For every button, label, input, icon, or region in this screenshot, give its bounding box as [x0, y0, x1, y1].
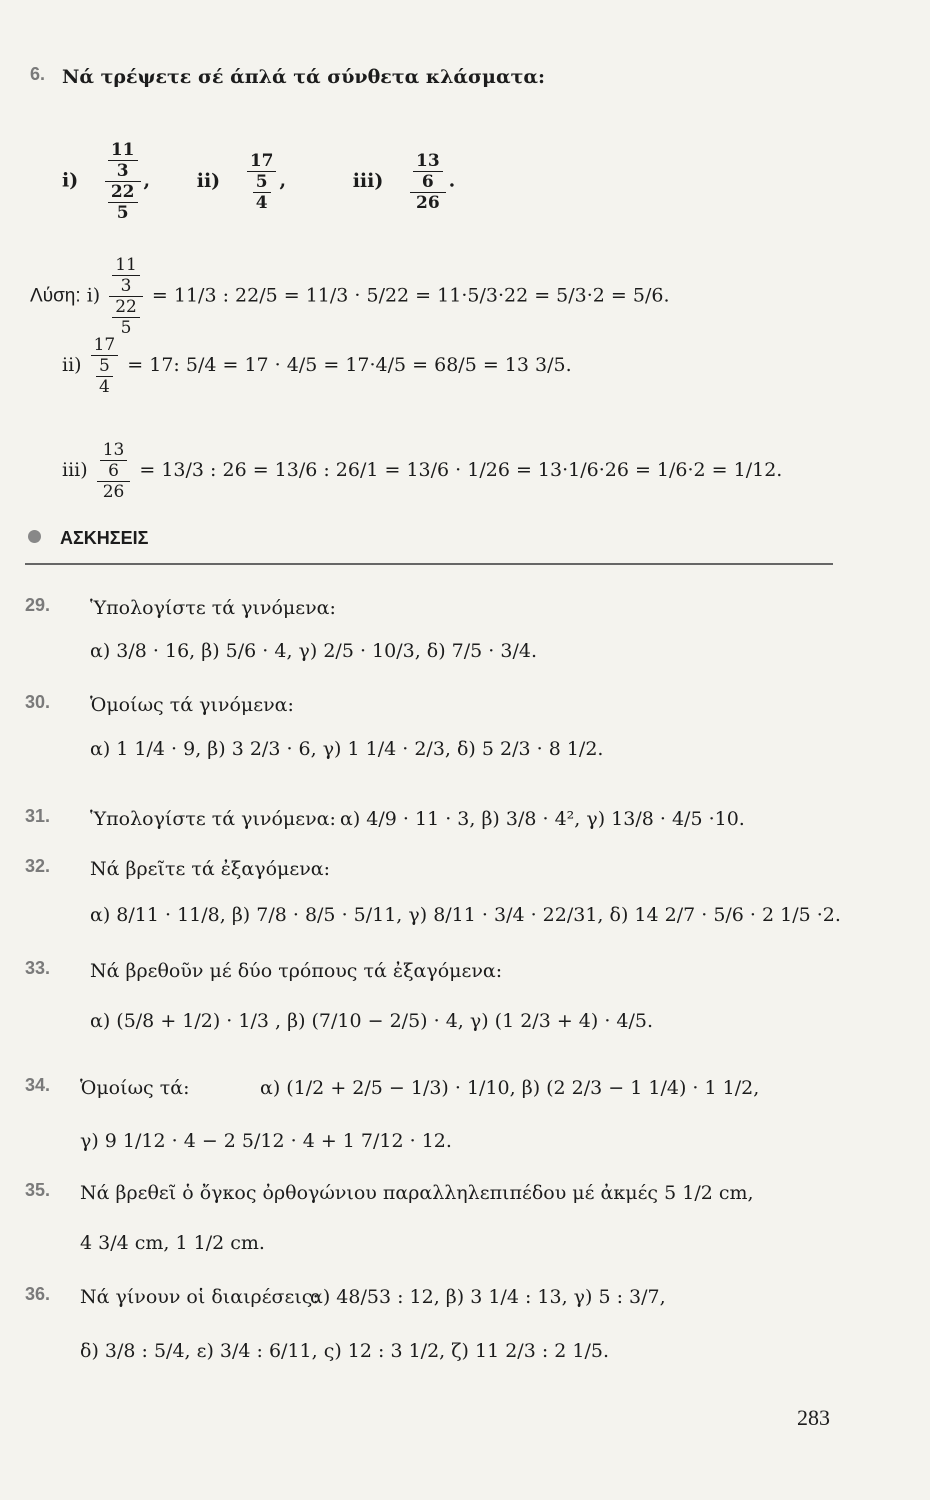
exercise-line: α) 8/11 · 11/8, β) 7/8 · 8/5 · 5/11, γ) 8/11 · 3/4 · 22/31, δ) 14 2/7 · 5/6 · 2 1/5 ·2.	[90, 904, 841, 926]
problem-row: i) $\frac{\frac{11}{3}}{\frac{22}{5}}$ , ii) $\frac{17}{\frac{5}{4}}$ , iii) $\frac{\frac{13}{6}}{26}$ .	[62, 140, 456, 223]
solution-i: Λύση: i) $\frac{\frac{11}{3}}{\frac{22}{5}}$ = 11/3 : 22/5 = 11/3 · 5/22 = 11·5/3·22 = 5/3·2 = 5/6.	[30, 255, 670, 338]
exercise-text: Ὑπολογίστε τά γινόμενα:	[90, 597, 336, 619]
page-number: 283	[797, 1405, 830, 1430]
exercise-line: α) (5/8 + 1/2) · 1/3 , β) (7/10 − 2/5) · 4, γ) (1 2/3 + 4) · 4/5.	[90, 1010, 654, 1032]
exercise-number: 31.	[25, 806, 51, 826]
complex-fraction: $\frac{\frac{13}{6}}{26}$	[410, 151, 446, 213]
exercise-line: α) 48/53 : 12, β) 3 1/4 : 13, γ) 5 : 3/7,	[310, 1286, 666, 1308]
exercise-number: 32.	[25, 856, 51, 876]
bullet-icon	[28, 530, 41, 543]
exercise-line: γ) 9 1/12 · 4 − 2 5/12 · 4 + 1 7/12 · 12.	[80, 1130, 452, 1152]
exercise-text: Νά βρεῖτε τά ἐξαγόμενα:	[90, 858, 330, 880]
complex-fraction: $\frac{\frac{11}{3}}{\frac{22}{5}}$	[105, 140, 141, 223]
exercise-text: Ὁμοίως τά γινόμενα:	[90, 694, 294, 716]
exercise-line: α) 4/9 · 11 · 3, β) 3/8 · 4², γ) 13/8 · 4/5 ·10.	[340, 808, 745, 830]
solution-text: = 17: 5/4 = 17 · 4/5 = 17·4/5 = 68/5 = 13 3/5.	[127, 354, 572, 376]
exercise-number: 34.	[25, 1075, 51, 1095]
exercise-line: α) 1 1/4 · 9, β) 3 2/3 · 6, γ) 1 1/4 · 2/3, δ) 5 2/3 · 8 1/2.	[90, 738, 604, 760]
exercise-text: Νά βρεθοῦν μέ δύο τρόπους τά ἐξαγόμενα:	[90, 960, 503, 982]
exercise-line: α) 3/8 · 16, β) 5/6 · 4, γ) 2/5 · 10/3, δ) 7/5 · 3/4.	[90, 640, 537, 662]
solution-text: = 13/3 : 26 = 13/6 : 26/1 = 13/6 · 1/26 = 13·1/6·26 = 1/6·2 = 1/12.	[139, 459, 783, 481]
item-label: i)	[62, 169, 79, 192]
exercise-line: α) (1/2 + 2/5 − 1/3) · 1/10, β) (2 2/3 − 1 1/4) · 1 1/2,	[260, 1077, 760, 1099]
exercise-number: 33.	[25, 958, 51, 978]
exercise-text: Νά βρεθεῖ ὁ ὄγκος ὀρθογώνιου παραλληλεπιπέδου μέ ἀκμές 5 1/2 cm,	[80, 1182, 754, 1204]
section-title: ΑΣΚΗΣΕΙΣ	[60, 528, 149, 548]
exercise-prompt: Νά τρέψετε σέ άπλά τά σύνθετα κλάσματα:	[62, 66, 545, 88]
exercise-number: 36.	[25, 1284, 51, 1304]
exercise-line: 4 3/4 cm, 1 1/2 cm.	[80, 1232, 265, 1254]
complex-fraction: $\frac{17}{\frac{5}{4}}$	[247, 151, 277, 213]
exercise-line: δ) 3/8 : 5/4, ε) 3/4 : 6/11, ς) 12 : 3 1/2, ζ) 11 2/3 : 2 1/5.	[80, 1340, 610, 1362]
divider	[25, 563, 833, 565]
exercise-number: 6.	[30, 64, 46, 84]
exercise-number: 35.	[25, 1180, 51, 1200]
exercise-text: Ὁμοίως τά:	[80, 1077, 190, 1099]
exercise-text: Νά γίνουν οἱ διαιρέσεις:	[80, 1286, 319, 1308]
exercise-number: 29.	[25, 595, 51, 615]
solution-text: = 11/3 : 22/5 = 11/3 · 5/22 = 11·5/3·22 = 5/3·2 = 5/6.	[151, 284, 670, 307]
exercise-text: Ὑπολογίστε τά γινόμενα:	[90, 808, 336, 830]
solution-iii: iii) $\frac{\frac{13}{6}}{26}$ = 13/3 : 26 = 13/6 : 26/1 = 13/6 · 1/26 = 13·1/6·26 = 1/6·2 = 1/12.	[62, 440, 783, 502]
exercise-number: 30.	[25, 692, 51, 712]
solution-ii: ii) $\frac{17}{\frac{5}{4}}$ = 17: 5/4 = 17 · 4/5 = 17·4/5 = 68/5 = 13 3/5.	[62, 335, 572, 397]
